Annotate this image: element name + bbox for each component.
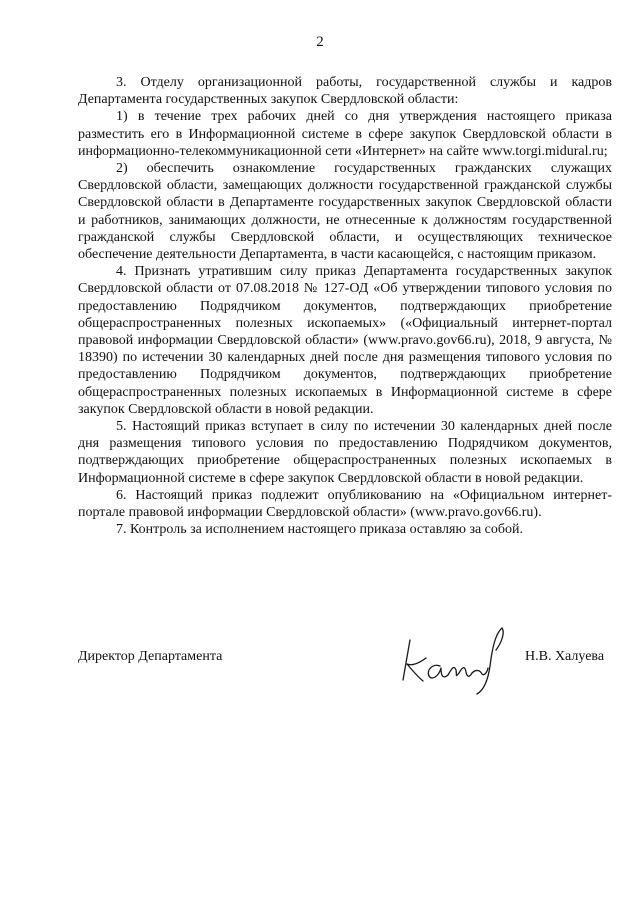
clause-6: 6. Настоящий приказ подлежит опубликованию на «Официальном интернет-портале правовой информации Свердловской области» (www.pravo.gov66.ru).	[78, 487, 612, 521]
clause-7: 7. Контроль за исполнением настоящего приказа оставляю за собой.	[116, 522, 524, 538]
clause-3: 3. Отделу организационной работы, государственной службы и кадров Департамента государственных закупок Свердловской области:	[78, 75, 612, 108]
clause-3-subitem-1: 1) в течение трех рабочих дней со дня утверждения настоящего приказа разместить его в Информационной системе в сфере закупок Свердловской области в информационно-телекоммуникационной сети «Интернет» на сайте www.torgi.midural.ru;	[78, 109, 612, 159]
clause-4: 4. Признать утратившим силу приказ Департамента государственных закупок Свердловской области от 07.08.2018 № 127-ОД «Об утверждении типового условия по предоставлению Подрядчиком документов, подтверждающих приобретение общераспространенных полезных ископаемых» («Официальный интернет-портал правовой информации Свердловской области» (www.pravo.gov66.ru), 2018, 9 августа, № 18390) по истечении 30 календарных дней после дня размещения типового условия по предоставлению Подрядчиком документов, подтверждающих приобретение общераспространенных полезных ископаемых в Информационной системе в сфере закупок Свердловской области в новой редакции.	[78, 264, 612, 417]
clause-3-subitem-2: 2) обеспечить ознакомление государственных гражданских служащих Свердловской области, замещающих должности государственной гражданской службы Свердловской области в Департаменте государственных закупок Свердловской области и работников, занимающих должности, не отнесенные к должностям государственной гражданской службы Свердловской области, и осуществляющих техническое обеспечение деятельности Департамента, в части касающейся, с настоящим приказом.	[78, 161, 612, 263]
signer-position: Директор Департамента	[78, 649, 223, 664]
document-body	[78, 74, 612, 538]
signature-icon	[398, 618, 516, 698]
clause-5: 5. Настоящий приказ вступает в силу по истечении 30 календарных дней после дня размещения типового условия по предоставлению Подрядчиком документов, подтверждающих приобретение общераспространенных полезных ископаемых в Информационной системе в сфере закупок Свердловской области в новой редакции.	[78, 419, 612, 486]
page-number: 2	[316, 34, 324, 50]
signer-name: Н.В. Халуева	[525, 649, 605, 664]
